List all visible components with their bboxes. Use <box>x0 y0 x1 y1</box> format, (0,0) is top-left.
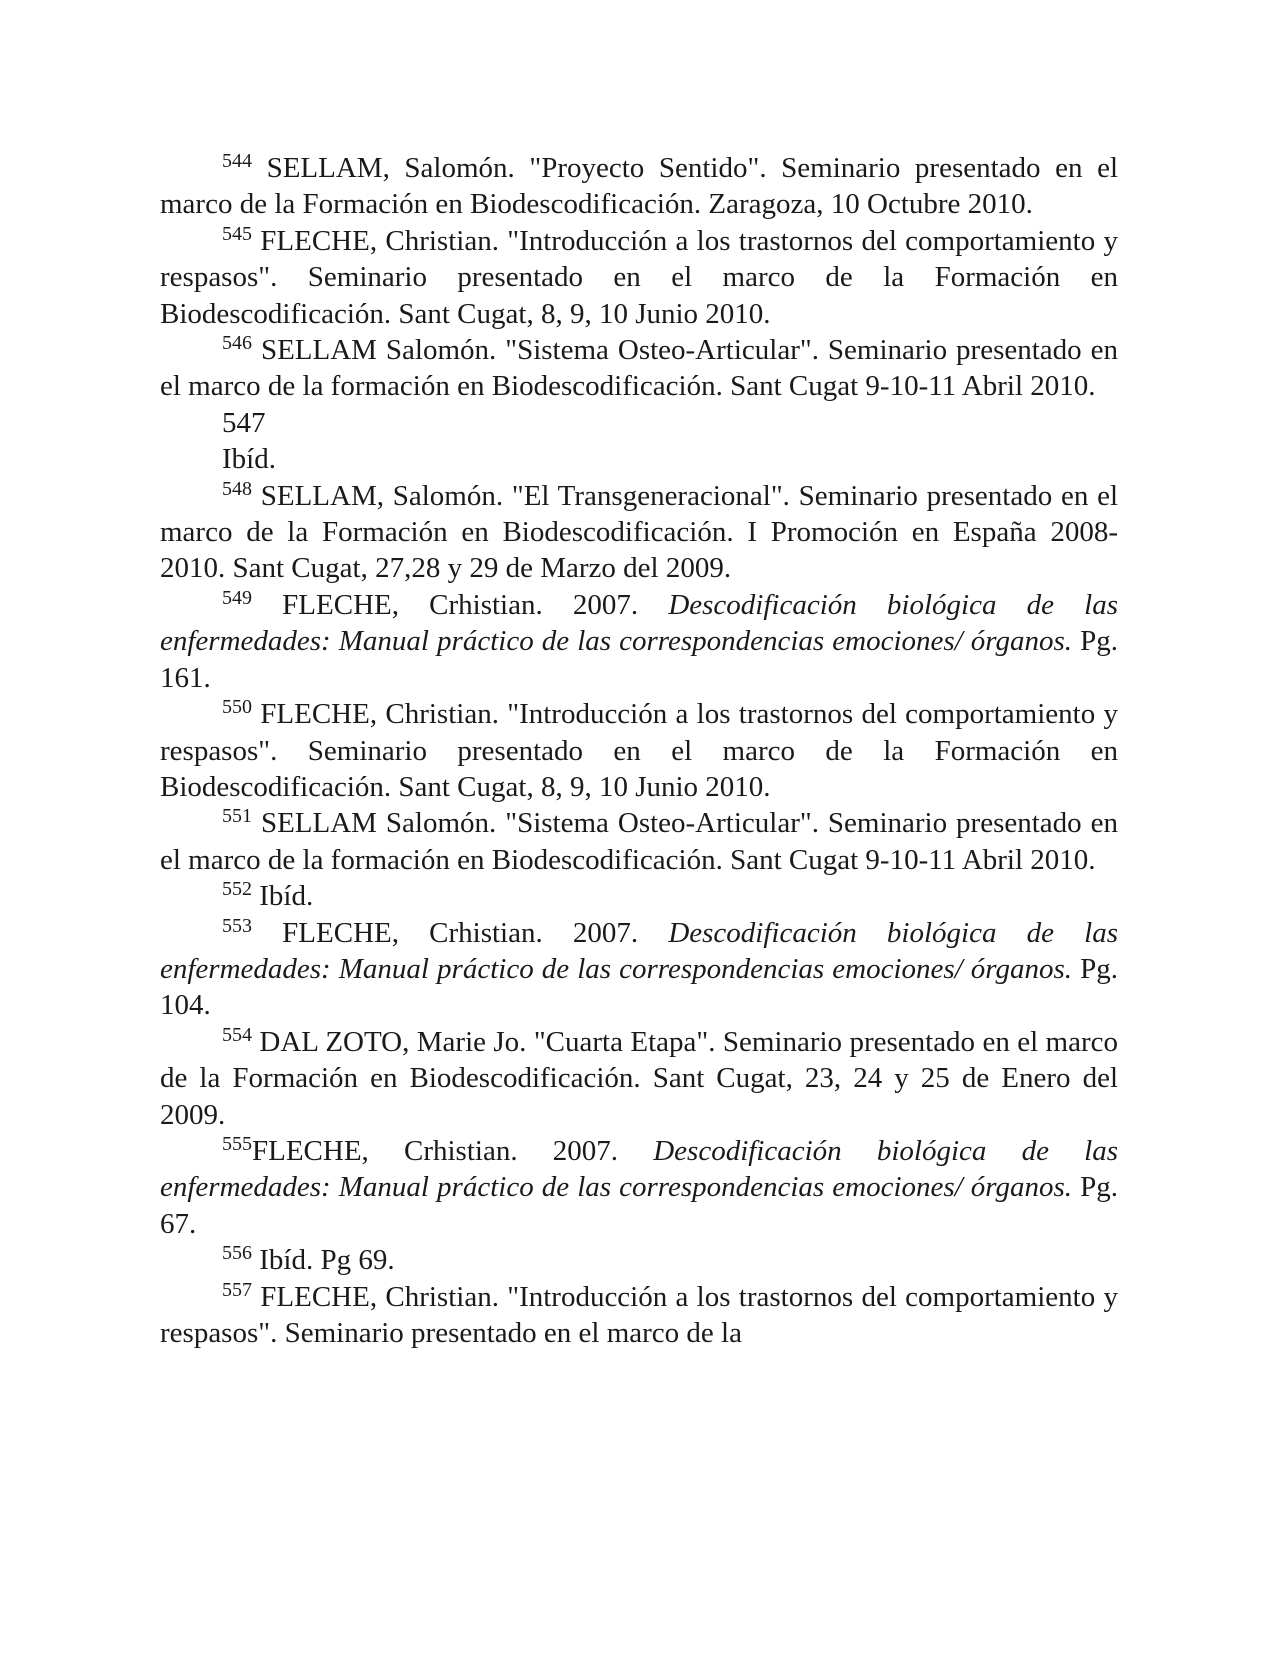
footnote <box>160 1133 1118 1242</box>
footnote <box>160 478 1118 587</box>
footnote <box>160 915 1118 1024</box>
footnote-text: DAL ZOTO, Marie Jo. "Cuarta Etapa". Seminario presentado en el marco de la Formación en Biodescodificación. Sant Cugat, 23, 24 y 25 de Enero del 2009. <box>160 1025 1118 1131</box>
footnote <box>160 150 1118 223</box>
footnote <box>160 332 1118 405</box>
footnote-text: Pg. 161. <box>160 625 1118 694</box>
footnote-number: 546 <box>222 332 252 355</box>
footnote-text: FLECHE, Crhistian. 2007. <box>252 1134 654 1167</box>
footnotes-page <box>160 150 1118 1351</box>
footnote-title: Descodificación biológica de las enfermedades: Manual práctico de las correspondencias emociones/ órganos. <box>160 1134 1118 1204</box>
footnote-text: Pg. 104. <box>160 952 1118 1022</box>
footnote-text: FLECHE, Crhistian. 2007. <box>282 588 669 621</box>
footnote-number-line: 547 <box>222 406 266 439</box>
footnote-text: FLECHE, Christian. "Introducción a los trastornos del comportamiento y respasos". Seminario presentado en el marco de la Formación en Biodescodificación. Sant Cugat, 8, 9, 10 Junio 2010. <box>160 224 1118 330</box>
footnote-text: SELLAM, Salomón. "Proyecto Sentido". Seminario presentado en el marco de la Formación en Biodescodificación. Zaragoza, 10 Octubre 2010. <box>160 152 1119 221</box>
footnote-text: Ibíd. <box>259 880 314 913</box>
footnote-number: 553 <box>222 914 252 937</box>
footnote-text: Pg. 67. <box>160 1171 1118 1240</box>
footnote-number: 550 <box>222 696 252 719</box>
footnote-text: FLECHE, Christian. "Introducción a los trastornos del comportamiento y respasos". Seminario presentado en el marco de la <box>160 1280 1118 1349</box>
footnote-number: 544 <box>222 150 252 172</box>
footnote <box>160 696 1118 805</box>
footnote-text: SELLAM Salomón. "Sistema Osteo-Articular". Seminario presentado en el marco de la formación en Biodescodificación. Sant Cugat 9-10-11 Abril 2010. <box>160 334 1119 403</box>
footnote-text: SELLAM Salomón. "Sistema Osteo-Articular". Seminario presentado en el marco de la formación en Biodescodificación. Sant Cugat 9-10-11 Abril 2010. <box>160 807 1119 876</box>
footnote-text-line: Ibíd. <box>222 443 276 476</box>
footnote-text: FLECHE, Crhistian. 2007. <box>282 916 669 949</box>
footnote-number: 552 <box>222 878 252 901</box>
footnote-number: 556 <box>222 1242 252 1265</box>
footnote-number: 549 <box>222 586 252 609</box>
footnote-text: Ibíd. Pg 69. <box>259 1244 395 1277</box>
footnote <box>160 223 1118 332</box>
footnote-text: SELLAM, Salomón. "El Transgeneracional". Seminario presentado en el marco de la Formación en Biodescodificación. I Promoción en España 2008-2010. Sant Cugat, 27,28 y 29 de Marzo del 2009. <box>160 479 1119 585</box>
footnote <box>160 805 1118 878</box>
footnote <box>160 878 1118 914</box>
footnote <box>160 1024 1118 1133</box>
footnote-number: 548 <box>222 477 252 500</box>
footnote-number: 554 <box>222 1023 252 1046</box>
footnote-title: Descodificación biológica de las enfermedades: Manual práctico de las correspondencias emociones/ órganos. <box>160 916 1119 985</box>
footnote-text: FLECHE, Christian. "Introducción a los trastornos del comportamiento y respasos". Seminario presentado en el marco de la Formación en Biodescodificación. Sant Cugat, 8, 9, 10 Junio 2010. <box>160 698 1118 803</box>
footnote-title: Descodificación biológica de las enfermedades: Manual práctico de las correspondencias emociones/ órganos. <box>160 588 1119 658</box>
footnote-number: 557 <box>222 1278 252 1301</box>
footnote <box>160 1279 1118 1352</box>
footnote <box>160 587 1118 696</box>
footnote-number: 551 <box>222 805 252 828</box>
footnote-number: 545 <box>222 222 252 245</box>
footnote <box>160 1242 1118 1278</box>
footnote-number: 555 <box>222 1132 252 1155</box>
